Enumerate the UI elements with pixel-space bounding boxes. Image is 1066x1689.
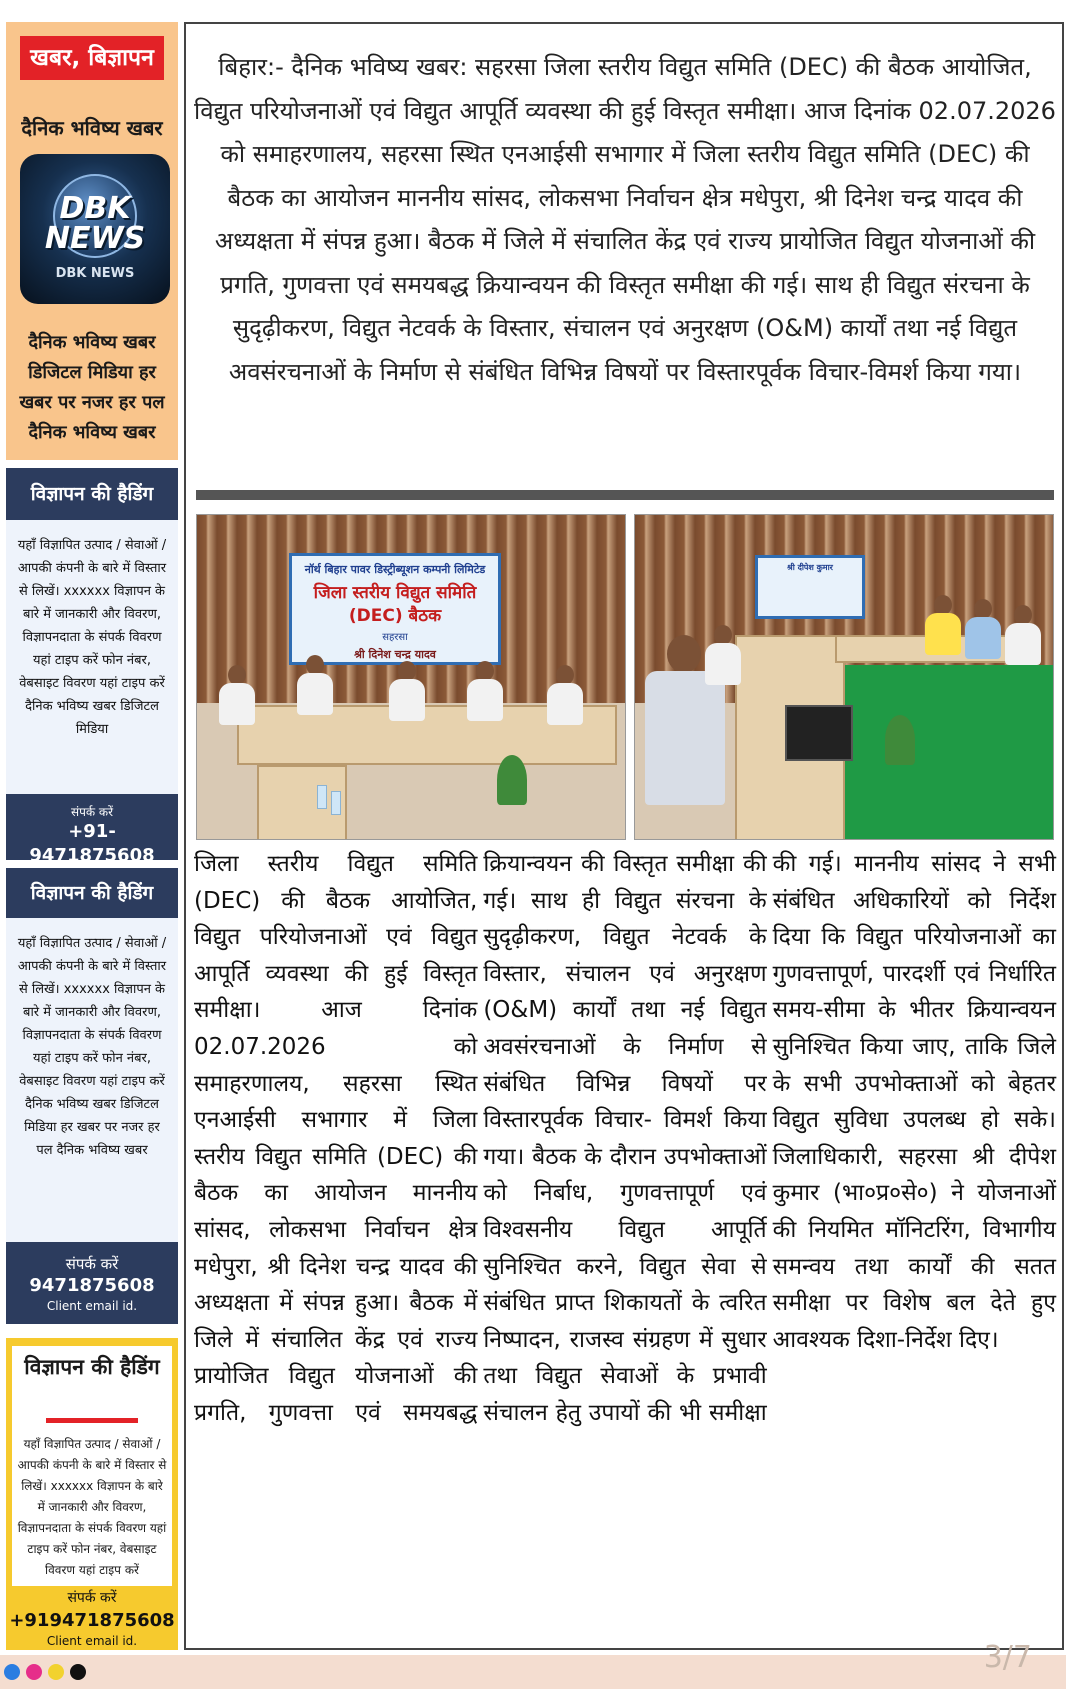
ad-contact	[6, 1242, 178, 1324]
ad-sidebar	[6, 22, 178, 1650]
ad-card	[12, 1346, 172, 1586]
contact-phone[interactable]: +91-9471875608	[29, 821, 155, 866]
banner-org: नॉर्थ बिहार पावर डिस्ट्रीब्यूशन कम्पनी लिमिटेड	[304, 563, 486, 576]
attendee	[965, 599, 1001, 659]
ad-body: यहाँ विज्ञापित उत्पाद / सेवाओं / आपकी कंपनी के बारे में विस्तार से लिखें। xxxxxx विज्ञापन के बारे में जानकारी और विवरण, विज्ञापनदाता के संपर्क विवरण यहां टाइप करें फोन नंबर, वेबसाइट विवरण यहां टाइप करें दैनिक भविष्य खबर डिजिटल मिडिया हर खबर पर नजर हर पल दैनिक भविष्य खबर	[6, 918, 178, 1242]
ad-contact	[6, 1588, 178, 1648]
attendee	[467, 661, 503, 721]
meeting-photo-1[interactable]	[196, 514, 626, 840]
contact-phone[interactable]: +919471875608	[9, 1610, 175, 1631]
section-divider	[196, 490, 1054, 500]
ad-title: विज्ञापन की हैडिंग	[6, 868, 178, 918]
ad-title: विज्ञापन की हैडिंग	[6, 468, 178, 520]
tagline-line: दैनिक भविष्य खबर	[28, 332, 156, 353]
banner-place: सहरसा	[382, 632, 408, 643]
contact-phone[interactable]: 9471875608	[29, 1275, 155, 1296]
banner-title: जिला स्तरीय विद्युत समिति (DEC) बैठक	[313, 583, 477, 626]
tagline-line: दैनिक भविष्य खबर	[28, 422, 156, 443]
ad-body: यहाँ विज्ञापित उत्पाद / सेवाओं / आपकी कंपनी के बारे में विस्तार से लिखें। xxxxxx विज्ञापन के बारे में जानकारी और विवरण, विज्ञापनदाता के संपर्क विवरण यहां टाइप करें फोन नंबर, वेबसाइट विवरण यहां टाइप करें	[17, 1437, 167, 1577]
contact-label: संपर्क करें	[65, 1255, 119, 1273]
attendee	[547, 665, 583, 725]
color-dot-blue[interactable]	[4, 1664, 20, 1680]
page-indicator: 3/7	[983, 1640, 1032, 1675]
color-dot-yellow[interactable]	[48, 1664, 64, 1680]
brand-name: दैनिक भविष्य खबर	[21, 116, 163, 140]
plant	[885, 715, 915, 765]
contact-email[interactable]: Client email id.	[46, 1299, 138, 1313]
meeting-photo-2[interactable]	[634, 514, 1054, 840]
green-carpet	[835, 665, 1054, 840]
dbk-news-logo	[20, 154, 170, 304]
color-dot-pink[interactable]	[26, 1664, 42, 1680]
article-body: जिला स्तरीय विद्युत समिति (DEC) की बैठक आयोजित, विद्युत परियोजनाओं एवं विद्युत आपूर्ति व्यवस्था की हुई विस्तृत समीक्षा। आज दिनांक 02.07.2026 को समाहरणालय, सहरसा स्थित एनआईसी सभागार में जिला स्तरीय विद्युत समिति (DEC) की बैठक का आयोजन माननीय सांसद, लोकसभा निर्वाचन क्षेत्र मधेपुरा, श्री दिनेश चन्द्र यादव की अध्यक्षता में संपन्न हुआ। बैठक में जिले में संचालित केंद्र एवं राज्य प्रायोजित विद्युत योजनाओं की प्रगति, गुणवत्ता एवं समयबद्ध क्रियान्वयन की विस्तृत समीक्षा की गई। साथ ही विद्युत संरचना के सुदृढ़ीकरण, विद्युत नेटवर्क के विस्तार, संचालन एवं अनुरक्षण (O&M) कार्यों तथा नई विद्युत अवसंरचनाओं के निर्माण से संबंधित विभिन्न विषयों पर विस्तारपूर्वक विचार- विमर्श किया गया। बैठक के दौरान उपभोक्ताओं को निर्बाध, गुणवत्तापूर्ण एवं विश्वसनीय विद्युत आपूर्ति सुनिश्चित करने, विद्युत सेवा से संबंधित प्राप्त शिकायतों के त्वरित निष्पादन, राजस्व संग्रहण में सुधार तथा विद्युत सेवाओं के प्रभावी संचालन हेतु उपायों की भी समीक्षा की गई। माननीय सांसद ने सभी संबंधित अधिकारियों को निर्देश दिया कि विद्युत परियोजनाओं का गुणवत्तापूर्ण, पारदर्शी एवं निर्धारित समय-सीमा के भीतर क्रियान्वयन सुनिश्चित किया जाए, ताकि जिले के सभी उपभोक्ताओं को बेहतर विद्युत सुविधा उपलब्ध हो सके। जिलाधिकारी, सहरसा श्री दीपेश कुमार (भा०प्र०से०) ने योजनाओं की नियमित मॉनिटरिंग, विभागीय समन्वय तथा कार्यों की सतत समीक्षा पर विशेष बल देते हुए आवश्यक दिशा-निर्देश दिए।	[194, 851, 1056, 1426]
water-bottle	[317, 785, 327, 809]
ad-contact	[6, 794, 178, 866]
laptop	[785, 705, 853, 761]
brand-tagline	[12, 328, 172, 448]
ad-title-underline	[46, 1418, 138, 1423]
attendee	[1005, 605, 1041, 665]
ad-block-2[interactable]	[6, 868, 178, 1324]
contact-label: संपर्क करें	[70, 805, 114, 819]
dec-banner	[289, 553, 501, 665]
attendee	[705, 625, 741, 685]
contact-email[interactable]: Client email id.	[46, 1634, 138, 1648]
ad-block-3[interactable]	[6, 1338, 178, 1650]
ad-body: यहाँ विज्ञापित उत्पाद / सेवाओं / आपकी कंपनी के बारे में विस्तार से लिखें। xxxxxx विज्ञापन के बारे में जानकारी और विवरण, विज्ञापनदाता के संपर्क विवरण यहां टाइप करें फोन नंबर, वेबसाइट विवरण यहां टाइप करें दैनिक भविष्य खबर डिजिटल मिडिया	[6, 520, 178, 794]
attendee	[219, 665, 255, 725]
tagline-line: डिजिटल मिडिया हर	[28, 362, 156, 383]
dec-banner-far	[755, 555, 865, 619]
bottom-toolbar	[0, 1655, 1066, 1689]
brand-tag: खबर, बिज्ञापन	[20, 36, 164, 80]
attendee	[297, 655, 333, 715]
plant	[497, 755, 527, 805]
logo-subtext: DBK NEWS	[55, 266, 135, 281]
brand-box	[6, 22, 178, 460]
logo-text: DBK NEWS	[44, 191, 146, 256]
color-dot-black[interactable]	[70, 1664, 86, 1680]
banner-chief: श्री दिनेश चन्द्र यादव	[354, 648, 436, 661]
ad-block-1[interactable]	[6, 468, 178, 866]
article-headline: बिहार:- दैनिक भविष्य खबर: सहरसा जिला स्तरीय विद्युत समिति (DEC) की बैठक आयोजित, विद्युत परियोजनाओं एवं विद्युत आपूर्ति व्यवस्था की हुई विस्तृत समीक्षा। आज दिनांक 02.07.2026 को समाहरणालय, सहरसा स्थित एनआईसी सभागार में जिला स्तरीय विद्युत समिति (DEC) की बैठक का आयोजन माननीय सांसद, लोकसभा निर्वाचन क्षेत्र मधेपुरा, श्री दिनेश चन्द्र यादव की अध्यक्षता में संपन्न हुआ। बैठक में जिले में संचालित केंद्र एवं राज्य प्रायोजित विद्युत योजनाओं की प्रगति, गुणवत्ता एवं समयबद्ध क्रियान्वयन की विस्तृत समीक्षा की गई। साथ ही विद्युत संरचना के सुदृढ़ीकरण, विद्युत नेटवर्क के विस्तार, संचालन एवं अनुरक्षण (O&M) कार्यों तथा नई विद्युत अवसंरचनाओं के निर्माण से संबंधित विभिन्न विषयों पर विस्तारपूर्वक विचार-विमर्श किया गया।	[194, 53, 1056, 386]
water-bottle	[331, 791, 341, 815]
attendee	[925, 595, 961, 655]
banner-guest: श्री दीपेश कुमार	[787, 563, 833, 572]
ad-title: विज्ञापन की हैडिंग	[24, 1355, 160, 1379]
article-frame	[184, 22, 1064, 1650]
attendee	[389, 661, 425, 721]
tagline-line: खबर पर नजर हर पल	[19, 392, 165, 413]
contact-label: संपर्क करें	[67, 1590, 117, 1606]
